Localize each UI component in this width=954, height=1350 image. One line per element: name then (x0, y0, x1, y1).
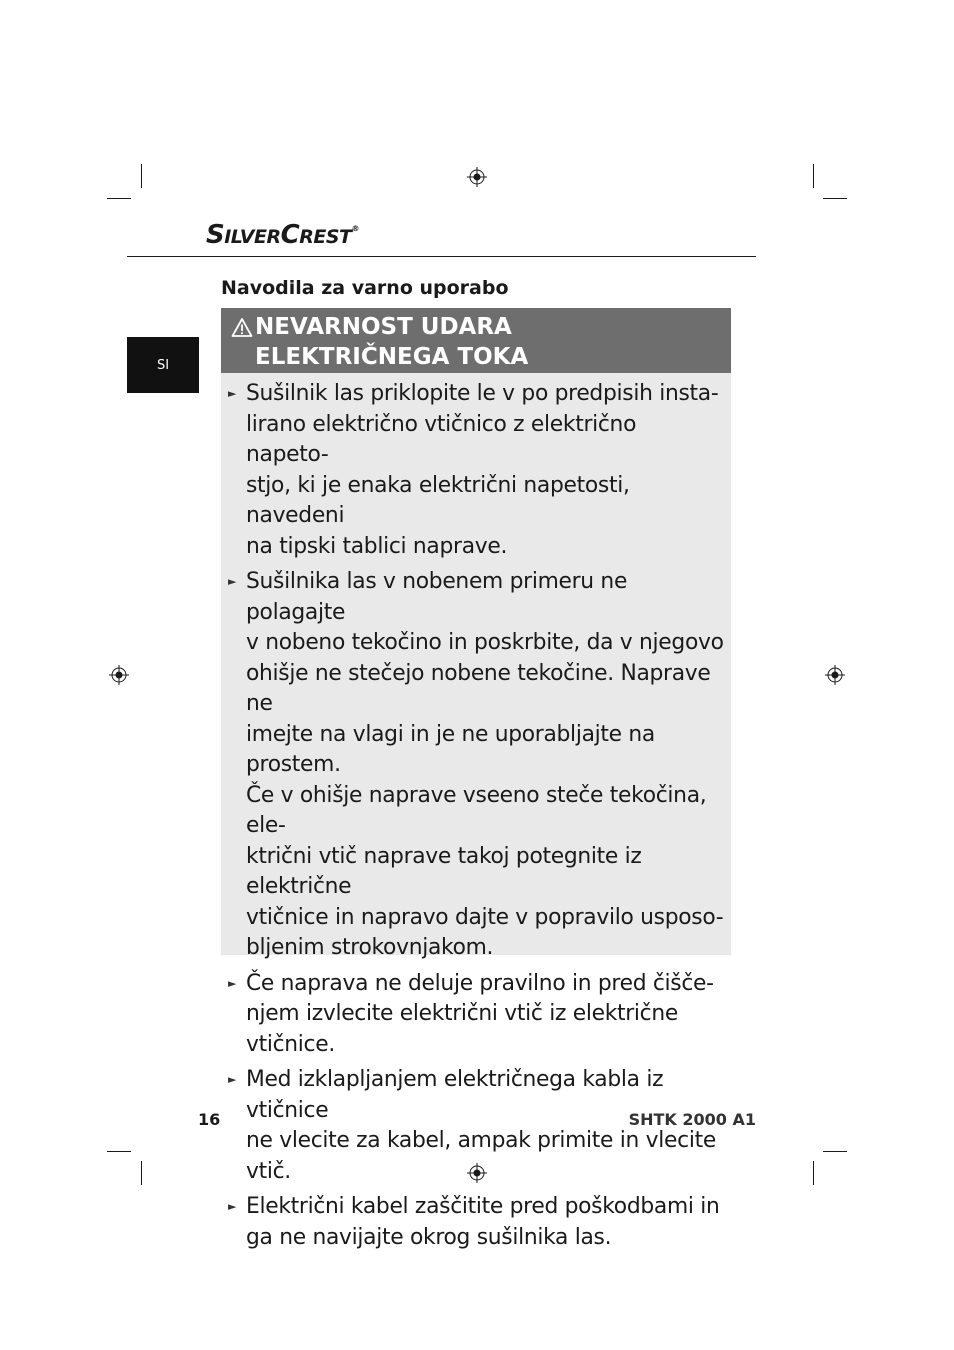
bullet-arrow-icon: ► (228, 387, 237, 400)
list-item (228, 1192, 725, 1253)
warning-title-line2: ELEKTRIČNEGA TOKA (255, 344, 529, 370)
list-item-text: Če naprava ne deluje pravilno in pred čišče- njem izvlecite električni vtič iz električne vtičnice. (246, 970, 714, 1057)
section-title: Navodila za varno uporabo (221, 277, 509, 299)
registration-mark-icon (825, 665, 845, 685)
registration-mark-icon (109, 665, 129, 685)
model-number: SHTK 2000 A1 (628, 1110, 756, 1129)
list-item (228, 379, 725, 562)
crop-mark (141, 1161, 142, 1185)
header-rule (127, 256, 756, 257)
list-item (228, 969, 725, 1061)
list-item-text: Sušilnika las v nobenem primeru ne polagajte v nobeno tekočino in poskrbite, da v njegovo ohišje ne stečejo nobene tekočine. Naprave ne imejte na vlagi in je ne uporabljajte na prostem. Če v ohišje naprave vseeno steče tekočina, ele- ktrični vtič naprave takoj potegnite iz električne vtičnice in napravo dajte v popravilo usposo- bljenim strokovnjakom. (246, 569, 724, 960)
crop-mark (823, 198, 847, 199)
crop-mark (813, 1161, 814, 1185)
list-item-text: Med izklapljanjem električnega kabla iz vtičnice ne vlecite za kabel, ampak primite in vlecite vtič. (246, 1067, 716, 1184)
warning-title-line1: NEVARNOST UDARA (255, 314, 512, 340)
bullet-arrow-icon: ► (228, 976, 237, 990)
bullet-arrow-icon: ► (228, 1200, 237, 1213)
crop-mark (107, 198, 131, 199)
bullet-arrow-icon: ► (228, 575, 237, 588)
crop-mark (141, 164, 142, 188)
language-tab: SI (127, 337, 199, 393)
silvercrest-logo: SILVERCREST® (206, 220, 359, 250)
list-item (228, 567, 725, 964)
warning-triangle-icon (229, 317, 255, 339)
crop-mark (813, 164, 814, 188)
list-item-text: Sušilnik las priklopite le v po predpisih insta- lirano električno vtičnico z električno napeto- stjo, ki je enaka električni napetosti, navedeni na tipski tablici naprave. (246, 381, 719, 559)
registration-mark-icon (467, 167, 487, 187)
bullet-arrow-icon: ► (228, 1073, 237, 1086)
warning-header (221, 308, 731, 373)
crop-mark (107, 1151, 131, 1152)
crop-mark (823, 1151, 847, 1152)
list-item-text: Električni kabel zaščitite pred poškodbami in ga ne navijajte okrog sušilnika las. (246, 1194, 720, 1250)
page-number: 16 (198, 1110, 221, 1129)
